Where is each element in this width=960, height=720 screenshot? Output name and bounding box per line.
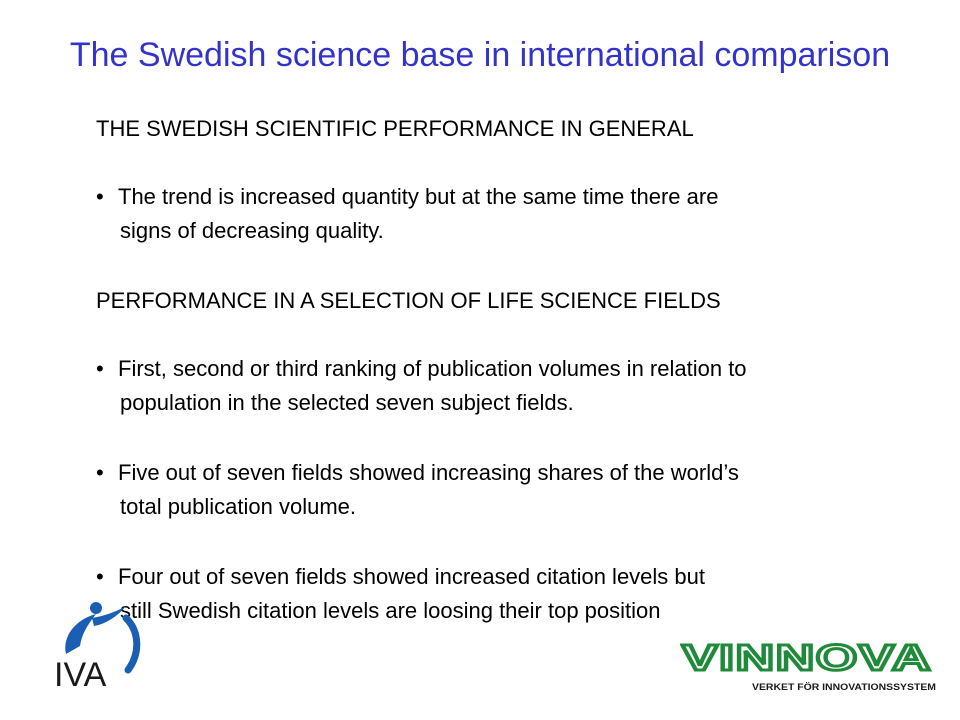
bullet-text: Five out of seven fields showed increasing shares of the world’s <box>118 460 739 485</box>
vinnova-tagline: VERKET FÖR INNOVATIONSSYSTEM <box>752 682 936 692</box>
vinnova-wordmark: VINNOVA <box>682 640 932 678</box>
iva-wordmark: IVA <box>54 656 107 690</box>
page-title: The Swedish science base in international comparison <box>69 36 891 74</box>
bullet-trend-line2: signs of decreasing quality. <box>120 218 384 243</box>
bullet-citation-line1 <box>96 560 705 594</box>
vinnova-logo <box>680 640 940 696</box>
section-heading-general: THE SWEDISH SCIENTIFIC PERFORMANCE IN GENERAL <box>96 116 694 141</box>
bullet-text: Four out of seven fields showed increased citation levels but <box>118 564 705 589</box>
bullet-dot: • <box>96 460 104 485</box>
bullet-shares-line1 <box>96 456 739 490</box>
bullet-dot: • <box>96 564 104 589</box>
bullet-ranking-line1 <box>96 352 747 386</box>
iva-arc-icon <box>126 618 137 670</box>
iva-logo <box>52 598 148 690</box>
iva-head-icon <box>90 602 102 614</box>
bullet-trend-line1 <box>96 180 718 214</box>
iva-figure-icon <box>65 614 96 654</box>
section-heading-life-science: PERFORMANCE IN A SELECTION OF LIFE SCIENCE FIELDS <box>96 288 721 313</box>
bullet-ranking-line2: population in the selected seven subject fields. <box>120 390 574 415</box>
bullet-dot: • <box>96 184 104 209</box>
bullet-text: The trend is increased quantity but at the same time there are <box>118 184 719 209</box>
bullet-shares-line2: total publication volume. <box>120 494 357 519</box>
bullet-dot: • <box>96 356 104 381</box>
bullet-citation-line2: still Swedish citation levels are loosing their top position <box>120 598 661 623</box>
bullet-text: First, second or third ranking of publication volumes in relation to <box>118 356 747 381</box>
